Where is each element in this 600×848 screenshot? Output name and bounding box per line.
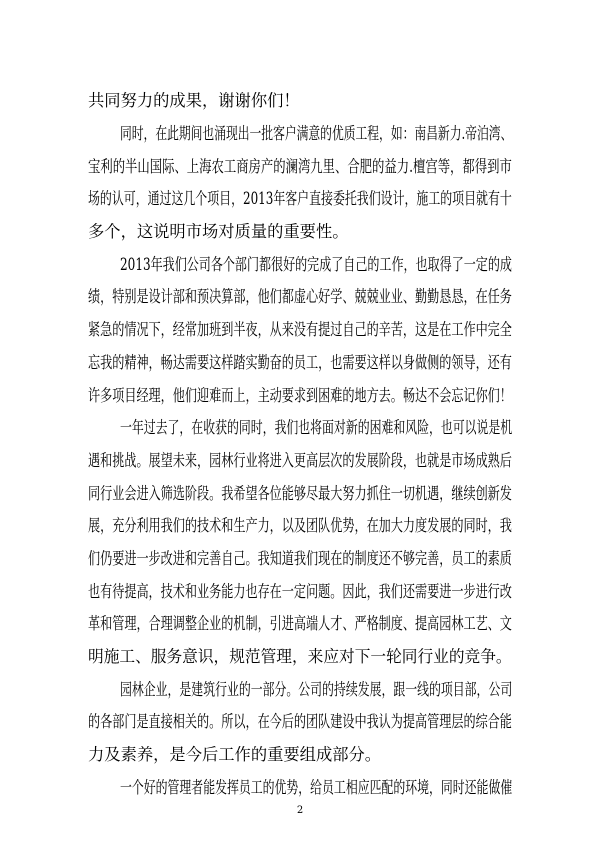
text-line: 遇和挑战。展望未来，园林行业将进入更高层次的发展阶段，也就是市场成熟后 bbox=[88, 451, 512, 470]
text-line: 一个好的管理者能发挥员工的优势，给员工相应匹配的环境，同时还能做催 bbox=[120, 778, 513, 797]
text-line: 忘我的精神，畅达需要这样踏实勤奋的员工，也需要这样以身做侧的领导，还有 bbox=[88, 353, 512, 372]
text-line: 一年过去了，在收获的同时，我们也将面对新的困难和风险，也可以说是机 bbox=[120, 418, 513, 437]
page-number: 2 bbox=[296, 805, 304, 816]
text-line: 多个，这说明市场对质量的重要性。 bbox=[88, 222, 349, 241]
text-line: 也有待提高，技术和业务能力也存在一定问题。因此，我们还需要进一步进行改 bbox=[88, 582, 512, 601]
text-line: 展，充分利用我们的技术和生产力，以及团队优势，在加大力度发展的同时，我 bbox=[88, 516, 512, 535]
text-line: 紧急的情况下，经常加班到半夜，从来没有提过自己的辛苦，这是在工作中完全 bbox=[88, 320, 512, 339]
text-line: 许多项目经理，他们迎难而上，主动要求到困难的地方去。畅达不会忘记你们！ bbox=[88, 386, 512, 405]
text-line: 同行业会进入筛选阶段。我希望各位能够尽最大努力抓住一切机遇，继续创新发 bbox=[88, 484, 512, 503]
text-line: 们仍要进一步改进和完善自己。我知道我们现在的制度还不够完善，员工的素质 bbox=[88, 549, 512, 568]
text-line: 明施工、服务意识，规范管理，来应对下一轮同行业的竞争。 bbox=[88, 647, 512, 666]
text-line: 共同努力的成果，谢谢你们！ bbox=[88, 91, 300, 110]
text-line: 场的认可，通过这几个项目，2013年客户直接委托我们设计，施工的项目就有十 bbox=[88, 189, 512, 208]
text-line: 2013年我们公司各个部门都很好的完成了自己的工作，也取得了一定的成 bbox=[120, 255, 512, 274]
text-line: 同时，在此期间也涌现出一批客户满意的优质工程，如：南昌新力.帝泊湾、 bbox=[120, 124, 513, 143]
text-line: 绩，特别是设计部和预决算部，他们都虚心好学、兢兢业业、勤勤恳恳，在任务 bbox=[88, 287, 512, 306]
text-line: 力及素养，是今后工作的重要组成部分。 bbox=[88, 745, 382, 764]
text-line: 园林企业，是建筑行业的一部分。公司的持续发展，跟一线的项目部，公司 bbox=[120, 680, 513, 699]
text-line: 的各部门是直接相关的。所以，在今后的团队建设中我认为提高管理层的综合能 bbox=[88, 712, 512, 731]
text-line: 宝利的半山国际、上海农工商房产的澜湾九里、合肥的益力.檀宫等，都得到市 bbox=[88, 157, 512, 176]
text-line: 革和管理，合理调整企业的机制，引进高端人才、严格制度、提高园林工艺、文 bbox=[88, 614, 512, 633]
